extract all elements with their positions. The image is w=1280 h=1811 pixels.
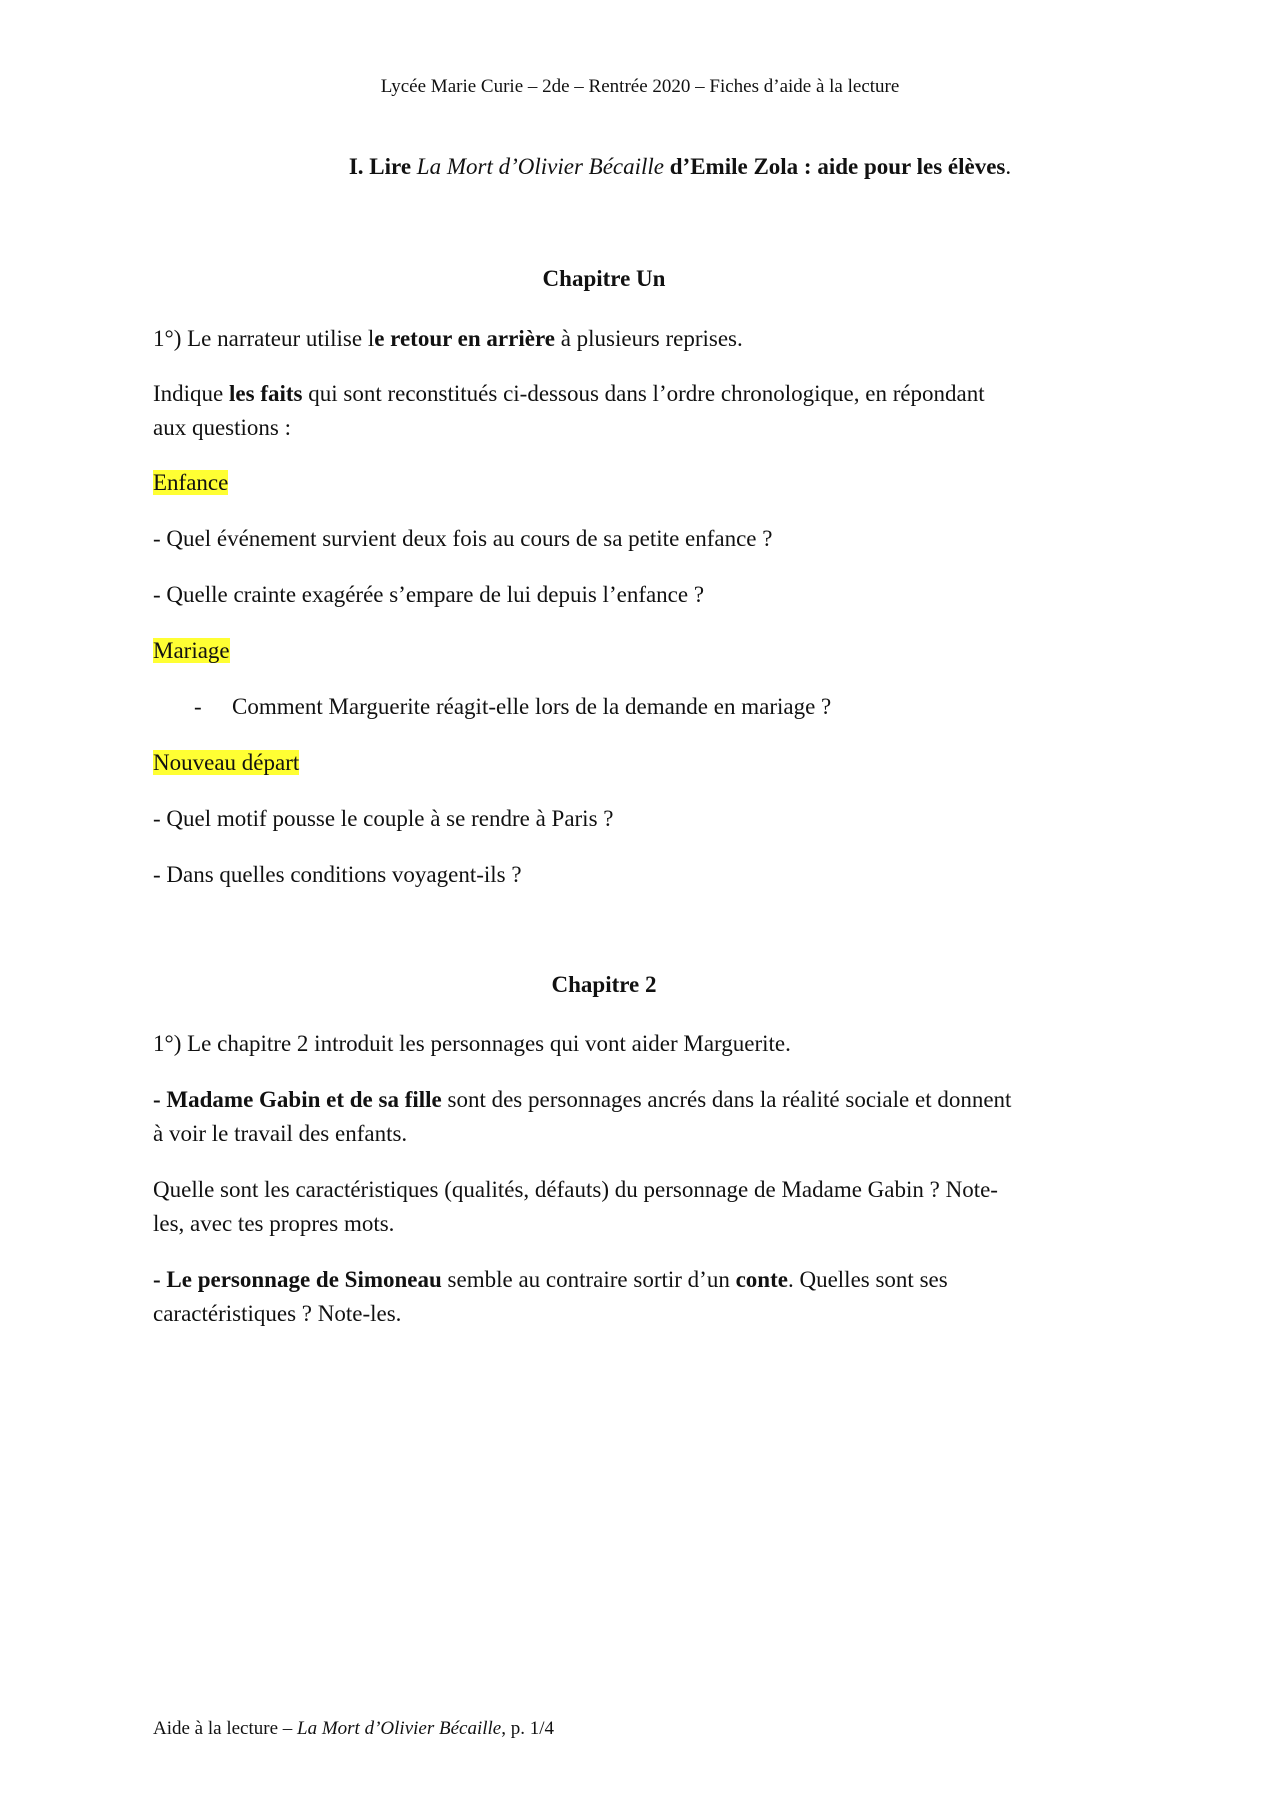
gabin-question-line-1: Quelle sont les caractéristiques (qualités, défauts) du personnage de Madame Gabin ? Note- bbox=[153, 1177, 998, 1202]
document-title bbox=[0, 154, 1280, 180]
title-prefix: I. Lire bbox=[348, 154, 417, 179]
title-book: La Mort d’Olivier Bécaille bbox=[416, 154, 664, 179]
nouveau-depart-question-2: - Dans quelles conditions voyagent-ils ? bbox=[153, 862, 522, 887]
title-suffix: d’Emile Zola : aide pour les élèves bbox=[664, 154, 1006, 179]
title-end: . bbox=[1005, 154, 1012, 179]
gabin-line-1: - Madame Gabin et de sa fille sont des personnages ancrés dans la réalité sociale et donnent bbox=[153, 1087, 1012, 1112]
gabin-line-2: à voir le travail des enfants. bbox=[153, 1121, 408, 1146]
page-footer: Aide à la lecture – La Mort d’Olivier Bécaille, p. 1/4 bbox=[153, 1718, 555, 1739]
chapter-1-intro-line-2: aux questions : bbox=[153, 415, 291, 440]
simoneau-line-2: caractéristiques ? Note-les. bbox=[153, 1301, 402, 1326]
chapter-2-question-1: 1°) Le chapitre 2 introduit les personnages qui vont aider Marguerite. bbox=[153, 1031, 791, 1056]
chapter-1-question-1: 1°) Le narrateur utilise le retour en arrière à plusieurs reprises. bbox=[153, 326, 743, 351]
section-label-nouveau-depart: Nouveau départ bbox=[153, 750, 300, 775]
chapter-2-heading: Chapitre 2 bbox=[551, 972, 657, 997]
nouveau-depart-question-1: - Quel motif pousse le couple à se rendre à Paris ? bbox=[153, 806, 614, 831]
enfance-question-1: - Quel événement survient deux fois au cours de sa petite enfance ? bbox=[153, 526, 773, 551]
mariage-bullet: - bbox=[194, 694, 202, 719]
enfance-question-2: - Quelle crainte exagérée s’empare de lui depuis l’enfance ? bbox=[153, 582, 705, 607]
section-label-mariage: Mariage bbox=[153, 638, 230, 663]
gabin-question-line-2: les, avec tes propres mots. bbox=[153, 1211, 395, 1236]
chapter-1-heading: Chapitre Un bbox=[542, 266, 666, 291]
mariage-question-1: Comment Marguerite réagit-elle lors de la demande en mariage ? bbox=[232, 694, 832, 719]
section-label-enfance: Enfance bbox=[153, 470, 229, 495]
simoneau-line-1: - Le personnage de Simoneau semble au contraire sortir d’un conte. Quelles sont ses bbox=[153, 1267, 948, 1292]
page-header: Lycée Marie Curie – 2de – Rentrée 2020 – Fiches d’aide à la lecture bbox=[380, 76, 900, 97]
chapter-1-intro-line-1: Indique les faits qui sont reconstitués ci-dessous dans l’ordre chronologique, en répondant bbox=[153, 381, 985, 406]
